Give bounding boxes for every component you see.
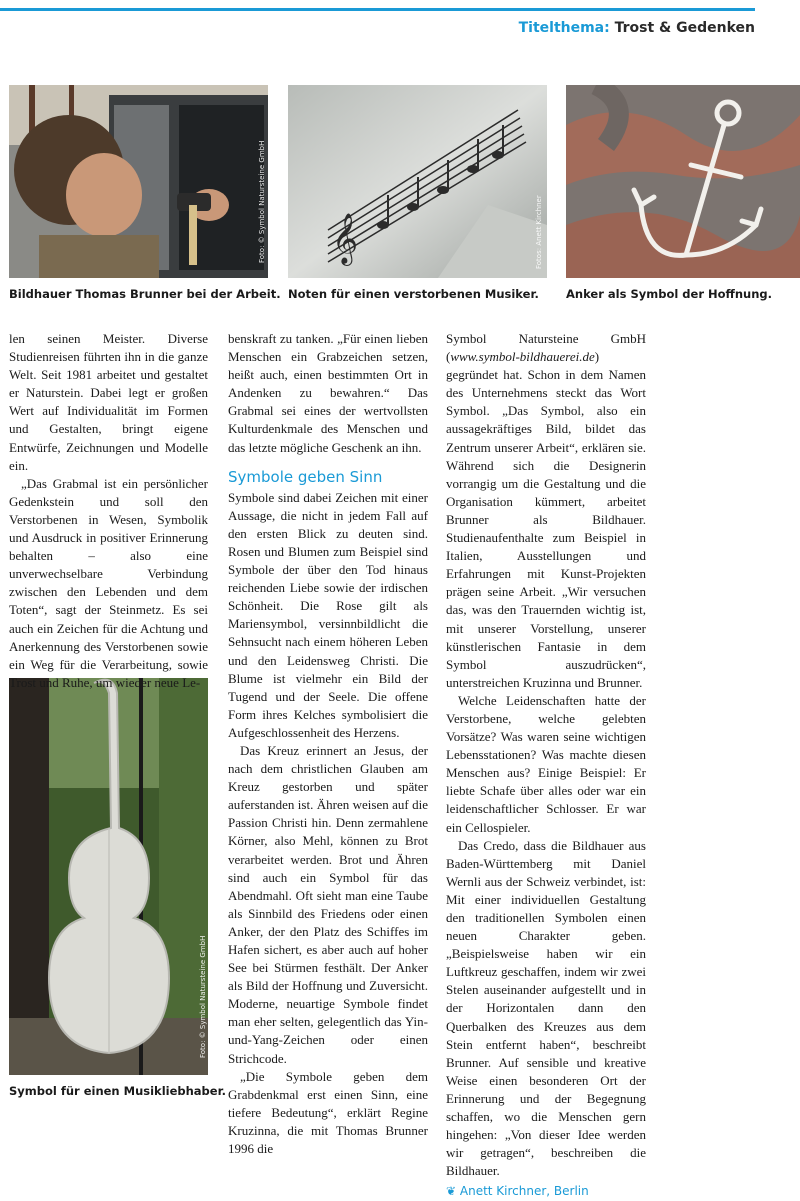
paragraph: „Die Symbole geben dem Grabdenkmal erst einen Sinn, eine tiefere Bedeutung“, erklärt Regine Kruzinna, die mit Thomas Brunner 1996 die <box>228 1068 428 1157</box>
text-column-2 <box>228 330 428 1158</box>
header-label: Titelthema: <box>518 20 610 36</box>
text-column-1 <box>9 330 208 692</box>
caption-violin-sculpture: Symbol für einen Musikliebhaber. <box>9 1084 226 1098</box>
photo-music-notes <box>288 85 547 278</box>
author-line <box>446 1182 646 1200</box>
paragraph: Symbole sind dabei Zeichen mit einer Aussage, die nicht in jedem Fall auf den ersten Blick zu deuten sind. Rosen und Blumen zum Beispiel sind Symbole der über den Tod hinaus reichenden Liebe sowie der irdischen Schönheit. Die Rose gilt als Mariensymbol, versinnbildlicht die Sehnsucht nach einem höheren Leben und den Leidensweg Christi. Die Blume ist vielmehr ein Bild der Tugend und der Seele. Die offene Form ihres Kelches symbolisiert die Aufgeschlossenheit des Herzens. <box>228 489 428 740</box>
caption-music-notes: Noten für einen verstorbenen Musiker. <box>288 287 539 301</box>
photo-sculptor <box>9 85 268 278</box>
header-rule <box>0 8 755 11</box>
photo-anchor <box>566 85 800 278</box>
svg-text:𝄞: 𝄞 <box>332 213 359 264</box>
photo-credit: Foto: © Symbol Natursteine GmbH <box>199 935 207 1058</box>
paragraph: Das Kreuz erinnert an Jesus, der nach dem christlichen Glauben am Kreuz gestorben und später auferstanden ist. Ähren weisen auf die Passion Christi hin. Denn zermahlene Körner, also Mehl, können zu Brot verarbeitet werden. Brot und Ähren sind auch ein Symbol für das Abendmahl. Oft sieht man eine Taube als Sinnbild des Friedens oder einen Anker, der den Platz des Schiffes im Hafen sichert, es aber auch auf hoher See bei Stürmen festhält. Der Anker als Bild der Hoffnung und Zuversicht. Moderne, neuartige Symbole findet man eher selten, gelegentlich das Yin-und-Yang-Zeichen oder einen Strichcode. <box>228 742 428 1066</box>
photo-violin-sculpture <box>9 678 208 1075</box>
caption-sculptor: Bildhauer Thomas Brunner bei der Arbeit. <box>9 287 281 301</box>
paragraph <box>446 330 646 692</box>
website-link[interactable]: www.symbol-bildhauerei.de <box>450 349 595 365</box>
photo-credit: Foto: © Symbol Natursteine GmbH <box>258 140 266 263</box>
author-mark-icon: ❦ <box>446 1184 460 1199</box>
paragraph: benskraft zu tanken. „Für einen lieben Menschen ein Grabzeichen setzen, heißt auch, einen bestimmten Ort in Andenken zu bewahren.“ Das Grabmal sei eines der wertvollsten Kulturdenkmale des Menschen und das letzte mögliche Geschenk an ihn. <box>228 331 428 455</box>
paragraph-part: ) gegründet hat. Schon in dem Namen des Unternehmens steckt das Wort Symbol. „Das Symbol, also ein aussagekräftiges Bild, bildet das Zentrum unserer Arbeit“, erklären sie. Während sich die Designerin vorrangig um die Gestaltung und die Organisation kümmert, arbeitet Brunner als Bildhauer. Studienaufenthalte zum Beispiel in Italien, Ausstellungen und Erfahrungen mit Kunst-Projekten prägen seine Arbeit. „Wir versuchen das, was den Trauernden wichtig ist, mit unserer Vorstellung, unserer künstlerischen Fantasie in dem Symbol auszudrücken“, unterstreichen Kruzinna und Brunner. <box>446 349 646 690</box>
caption-anchor: Anker als Symbol der Hoffnung. <box>566 287 773 301</box>
section-header <box>519 20 755 36</box>
header-topic: Trost & Gedenken <box>614 20 755 36</box>
paragraph: len seinen Meister. Diverse Studienreisen führten ihn in die ganze Welt. Seit 1981 arbeitet und gestaltet er Naturstein. Dabei legt er großen Wert auf Individualität im Formen und Gestalten, bringt eigene Entwürfe, Zeichnungen und Modelle ein. <box>9 331 208 473</box>
photo-credit: Fotos: Anett Kirchner <box>535 195 543 269</box>
paragraph: „Das Grabmal ist ein persönlicher Gedenkstein und soll den Verstorbenen in Wesen, Symbolik und Ausdruck in positiver Erinnerung behalten – also eine unverwechselbare Verbindung zwischen den Lebenden und dem Toten“, sagt der Steinmetz. Es sei auch ein Zeichen für die Achtung und Anerkennung des Verstorbenen sowie ein Weg für die Verarbeitung, sowie Trost und Ruhe, um wieder neue Le- <box>9 475 208 690</box>
paragraph: Welche Leidenschaften hatte der Verstorbene, welche gelebten Vorsätze? Was waren seine wichtigen Lebensstationen? Was machte diesen Menschen aus? Einige Beispiel: Er liebte Schafe über alles oder war ein leidenschaftlicher Schlosser. Er war ein Cellospieler. <box>446 692 646 835</box>
paragraph-part: Symbol Natursteine GmbH ( <box>446 331 646 365</box>
paragraph: Das Credo, dass die Bildhauer aus Baden-Württemberg mit Daniel Wernli aus der Schweiz verbindet, ist: Mit einer individuellen Gestaltung den traditionellen Symbolen einen neuen Charakter geben. „Beispielsweise haben wir ein Luftkreuz geschaffen, indem wir zwei Stelen auseinander aufgestellt und in der Horizontalen dann den Querbalken des Kreuzes aus dem Stein entfernt haben“, beschreibt Brunner. Auf sensible und kreative Weise einen besonderen Ort der Erinnerung und der Begegnung schaffen, wo die Menschen gern hingehen: „Von dieser Idee werden wir getragen“, beschreiben die Bildhauer. <box>446 837 646 1179</box>
author-name: Anett Kirchner, Berlin <box>459 1184 589 1199</box>
text-column-3 <box>446 330 646 1201</box>
section-subheading: Symbole geben Sinn <box>228 467 383 486</box>
